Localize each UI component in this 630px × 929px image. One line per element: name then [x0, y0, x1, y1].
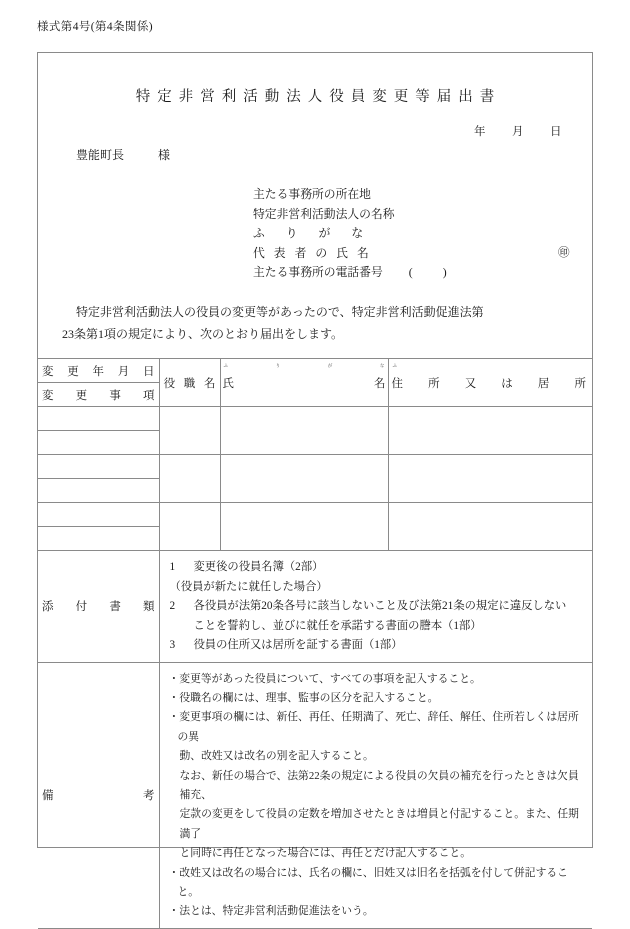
- attachment-number: 1: [169, 561, 176, 573]
- furigana-row: [253, 224, 447, 244]
- entry-change-date-cell[interactable]: [38, 503, 159, 527]
- attachment-item: [170, 636, 585, 656]
- header-address: 住 所 又 は 居 所: [391, 377, 586, 390]
- corporation-name-row: [253, 205, 447, 225]
- entry-address-cell[interactable]: [388, 407, 592, 455]
- attachments-label: 添 付 書 類: [42, 601, 155, 614]
- statement-line-2: 23条第1項の規定により、次のとおり届出をします。: [62, 327, 344, 341]
- attachment-number: 2: [169, 600, 176, 612]
- corporation-name-label: 特定非営利活動法人の名称: [253, 206, 395, 221]
- header-position: 役 職 名: [163, 377, 216, 390]
- header-change-item: 変 更 事 項: [42, 389, 155, 402]
- addressee: [76, 146, 170, 163]
- notes-label-cell: [38, 662, 159, 928]
- form-number: 様式第4号(第4条関係): [37, 21, 153, 33]
- note-line: ・法とは、特定非営利活動促進法をいう。: [168, 905, 374, 918]
- office-address-row: [253, 185, 447, 205]
- representative-name-row: [253, 244, 570, 264]
- officer-change-table: [38, 358, 592, 929]
- note-line: 動、改姓又は改名の別を記入すること。: [179, 750, 374, 763]
- notes-row: [38, 662, 592, 928]
- attachment-item: [170, 578, 585, 598]
- note-line: と同時に再任となった場合には、再任とだけ記入すること。: [179, 847, 472, 860]
- table-header-row: [38, 359, 592, 407]
- entry-address-cell[interactable]: [388, 455, 592, 503]
- address-furigana-mark: ふ: [392, 363, 398, 368]
- note-line: ・改姓又は改名の場合には、氏名の欄に、旧姓又は旧名を括弧を付して併記すること。: [168, 866, 568, 898]
- form-upper-section: [38, 53, 592, 358]
- notes-label: 備 考: [42, 790, 155, 803]
- entry-position-cell[interactable]: [159, 407, 220, 455]
- header-cell-address: [388, 359, 592, 407]
- header-cell-change-date-item: [38, 359, 159, 407]
- addressee-honorific: 様: [158, 148, 171, 162]
- entry-position-cell[interactable]: [159, 503, 220, 551]
- table-row[interactable]: [38, 407, 592, 431]
- statement-paragraph: [62, 301, 572, 345]
- telephone-paren-open: (: [408, 265, 413, 280]
- date-day-label: 日: [550, 126, 562, 138]
- header-name: 氏 名: [222, 377, 386, 390]
- applicant-block: [253, 185, 570, 283]
- note-line: なお、新任の場合で、法第22条の規定による役員の欠員の補充を行ったときは欠員補充、: [179, 769, 579, 801]
- note-line: ・変更等があった役員について、すべての事項を記入すること。: [168, 672, 481, 685]
- statement-line-1: 特定非営利活動法人の役員の変更等があったので、特定非営利活動促進法第: [76, 305, 484, 319]
- name-furigana-marks: ふ り が な: [223, 363, 385, 368]
- header-change-date: 変 更 年 月 日: [42, 365, 155, 378]
- furigana-label: ふりがな: [253, 226, 385, 241]
- date-line: [474, 123, 562, 139]
- entry-name-cell[interactable]: [220, 455, 388, 503]
- attachment-item: [170, 597, 585, 617]
- attachment-text: 変更後の役員名簿（2部）: [193, 561, 324, 573]
- attachments-label-cell: [38, 551, 159, 663]
- office-address-label: 主たる事務所の所在地: [253, 187, 371, 201]
- telephone-paren-close: ): [442, 265, 447, 280]
- notes-body-cell: [159, 662, 592, 928]
- date-month-label: 月: [512, 126, 524, 138]
- attachment-text: 各役員が法第20条各号に該当しないこと及び法第21条の規定に違反しない: [193, 600, 567, 612]
- entry-name-cell[interactable]: [220, 407, 388, 455]
- entry-change-date-cell[interactable]: [38, 455, 159, 479]
- attachment-text: ことを誓約し、並びに就任を承諾する書面の謄本（1部）: [193, 619, 482, 632]
- attachment-text: （役員が新たに就任した場合）: [169, 580, 328, 593]
- representative-name-label: 代表者の氏名: [253, 245, 378, 260]
- note-line: 定款の変更をして役員の定数を増加させたときは増員と付記すること。また、任期満了: [179, 808, 579, 840]
- telephone-label: 主たる事務所の電話番号: [253, 265, 383, 280]
- telephone-row: [253, 263, 447, 283]
- form-frame: [37, 52, 593, 918]
- note-line: ・役職名の欄には、理事、監事の区分を記入すること。: [168, 691, 439, 704]
- entry-position-cell[interactable]: [159, 455, 220, 503]
- note-line: ・変更事項の欄には、新任、再任、任期満了、死亡、辞任、解任、住所若しくは居所の異: [168, 711, 579, 743]
- table-row[interactable]: [38, 503, 592, 527]
- entry-address-cell[interactable]: [388, 503, 592, 551]
- entry-name-cell[interactable]: [220, 503, 388, 551]
- entry-change-item-cell[interactable]: [38, 431, 159, 455]
- attachment-number: 3: [169, 639, 176, 651]
- seal-icon: ㊞: [558, 246, 570, 259]
- attachments-body-cell: [159, 551, 592, 663]
- header-cell-name: [220, 359, 388, 407]
- attachment-item: [170, 558, 585, 578]
- attachment-text: 役員の住所又は居所を証する書面（1部）: [193, 639, 403, 651]
- entry-change-item-cell[interactable]: [38, 527, 159, 551]
- entry-change-date-cell[interactable]: [38, 407, 159, 431]
- entry-change-item-cell[interactable]: [38, 479, 159, 503]
- date-year-label: 年: [474, 126, 486, 138]
- table-row[interactable]: [38, 455, 592, 479]
- page-title: 特定非営利活動法人役員変更等届出書: [135, 89, 502, 105]
- attachments-row: [38, 551, 592, 663]
- header-cell-position: [159, 359, 220, 407]
- attachment-item: [170, 617, 585, 637]
- addressee-name: 豊能町長: [76, 148, 125, 162]
